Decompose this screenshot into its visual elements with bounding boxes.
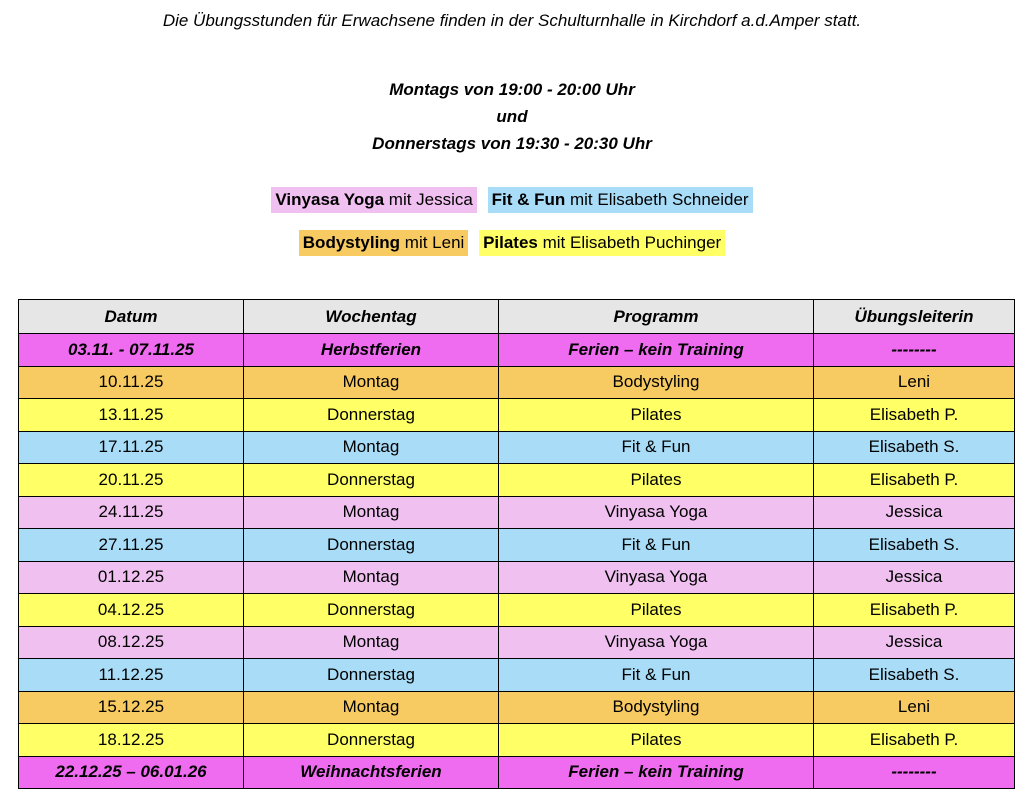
cell-datum: 22.12.25 – 06.01.26 [19, 756, 244, 789]
schedule-table [18, 299, 1015, 789]
cell-programm: Fit & Fun [499, 431, 814, 464]
legend-chip-vinyasa [271, 187, 476, 213]
table-row [19, 626, 1015, 659]
cell-programm: Pilates [499, 464, 814, 497]
table-row [19, 366, 1015, 399]
cell-wochentag: Herbstferien [244, 334, 499, 367]
header-leiterin: Übungsleiterin [814, 300, 1015, 334]
table-row [19, 561, 1015, 594]
cell-datum: 13.11.25 [19, 399, 244, 432]
table-body [19, 334, 1015, 789]
cell-programm: Pilates [499, 399, 814, 432]
table-row [19, 756, 1015, 789]
table-row [19, 594, 1015, 627]
intro-text: Die Übungsstunden für Erwachsene finden in der Schulturnhalle in Kirchdorf a.d.Amper statt. [162, 11, 862, 30]
table-row [19, 334, 1015, 367]
table-row [19, 724, 1015, 757]
table-row [19, 659, 1015, 692]
schedule-block [0, 76, 1024, 157]
table-row [19, 464, 1015, 497]
legend-teacher: mit Jessica [384, 190, 473, 209]
table-row [19, 529, 1015, 562]
table-header-row [19, 300, 1015, 334]
cell-programm: Pilates [499, 594, 814, 627]
cell-datum: 15.12.25 [19, 691, 244, 724]
legend-course: Pilates [483, 233, 538, 252]
cell-leiterin: Elisabeth S. [814, 659, 1015, 692]
cell-programm: Vinyasa Yoga [499, 561, 814, 594]
cell-leiterin: Elisabeth P. [814, 464, 1015, 497]
legend-course: Vinyasa Yoga [275, 190, 385, 209]
cell-wochentag: Montag [244, 366, 499, 399]
table-row [19, 399, 1015, 432]
cell-leiterin: Elisabeth S. [814, 431, 1015, 464]
cell-datum: 01.12.25 [19, 561, 244, 594]
cell-leiterin: -------- [814, 756, 1015, 789]
cell-datum: 08.12.25 [19, 626, 244, 659]
cell-datum: 17.11.25 [19, 431, 244, 464]
legend-chip-pilates [479, 230, 725, 256]
cell-programm: Bodystyling [499, 691, 814, 724]
cell-leiterin: -------- [814, 334, 1015, 367]
cell-wochentag: Donnerstag [244, 399, 499, 432]
cell-wochentag: Donnerstag [244, 594, 499, 627]
cell-programm: Vinyasa Yoga [499, 626, 814, 659]
cell-leiterin: Jessica [814, 496, 1015, 529]
cell-programm: Ferien – kein Training [499, 756, 814, 789]
cell-wochentag: Weihnachtsferien [244, 756, 499, 789]
cell-leiterin: Leni [814, 691, 1015, 724]
cell-programm: Ferien – kein Training [499, 334, 814, 367]
cell-wochentag: Montag [244, 561, 499, 594]
cell-leiterin: Elisabeth P. [814, 724, 1015, 757]
cell-datum: 04.12.25 [19, 594, 244, 627]
cell-programm: Pilates [499, 724, 814, 757]
legend-course: Bodystyling [302, 233, 401, 252]
header-programm: Programm [499, 300, 814, 334]
table-row [19, 691, 1015, 724]
legend-row [0, 230, 1024, 256]
legend-teacher: mit Elisabeth Schneider [565, 190, 749, 209]
schedule-monday: Montags von 19:00 - 20:00 Uhr [389, 80, 635, 99]
legend-teacher: mit Elisabeth Puchinger [537, 233, 722, 252]
cell-wochentag: Donnerstag [244, 724, 499, 757]
cell-programm: Vinyasa Yoga [499, 496, 814, 529]
cell-leiterin: Elisabeth P. [814, 399, 1015, 432]
schedule-and: und [496, 107, 528, 126]
cell-wochentag: Montag [244, 431, 499, 464]
cell-datum: 18.12.25 [19, 724, 244, 757]
cell-datum: 27.11.25 [19, 529, 244, 562]
cell-programm: Fit & Fun [499, 659, 814, 692]
cell-leiterin: Elisabeth S. [814, 529, 1015, 562]
cell-programm: Bodystyling [499, 366, 814, 399]
cell-wochentag: Montag [244, 496, 499, 529]
legend-chip-fitfun [488, 187, 753, 213]
cell-wochentag: Montag [244, 691, 499, 724]
cell-datum: 11.12.25 [19, 659, 244, 692]
table-row [19, 431, 1015, 464]
schedule-thursday: Donnerstags von 19:30 - 20:30 Uhr [372, 134, 652, 153]
cell-wochentag: Donnerstag [244, 529, 499, 562]
cell-datum: 24.11.25 [19, 496, 244, 529]
cell-datum: 20.11.25 [19, 464, 244, 497]
cell-leiterin: Elisabeth P. [814, 594, 1015, 627]
cell-wochentag: Donnerstag [244, 659, 499, 692]
cell-leiterin: Leni [814, 366, 1015, 399]
cell-datum: 10.11.25 [19, 366, 244, 399]
legend-chip-bodystyling [299, 230, 469, 256]
cell-leiterin: Jessica [814, 626, 1015, 659]
legend-course: Fit & Fun [491, 190, 566, 209]
table-row [19, 496, 1015, 529]
cell-datum: 03.11. - 07.11.25 [19, 334, 244, 367]
header-wochentag: Wochentag [244, 300, 499, 334]
legend-teacher: mit Leni [400, 233, 465, 252]
cell-leiterin: Jessica [814, 561, 1015, 594]
cell-wochentag: Montag [244, 626, 499, 659]
header-datum: Datum [19, 300, 244, 334]
cell-programm: Fit & Fun [499, 529, 814, 562]
legend-row [0, 187, 1024, 213]
cell-wochentag: Donnerstag [244, 464, 499, 497]
